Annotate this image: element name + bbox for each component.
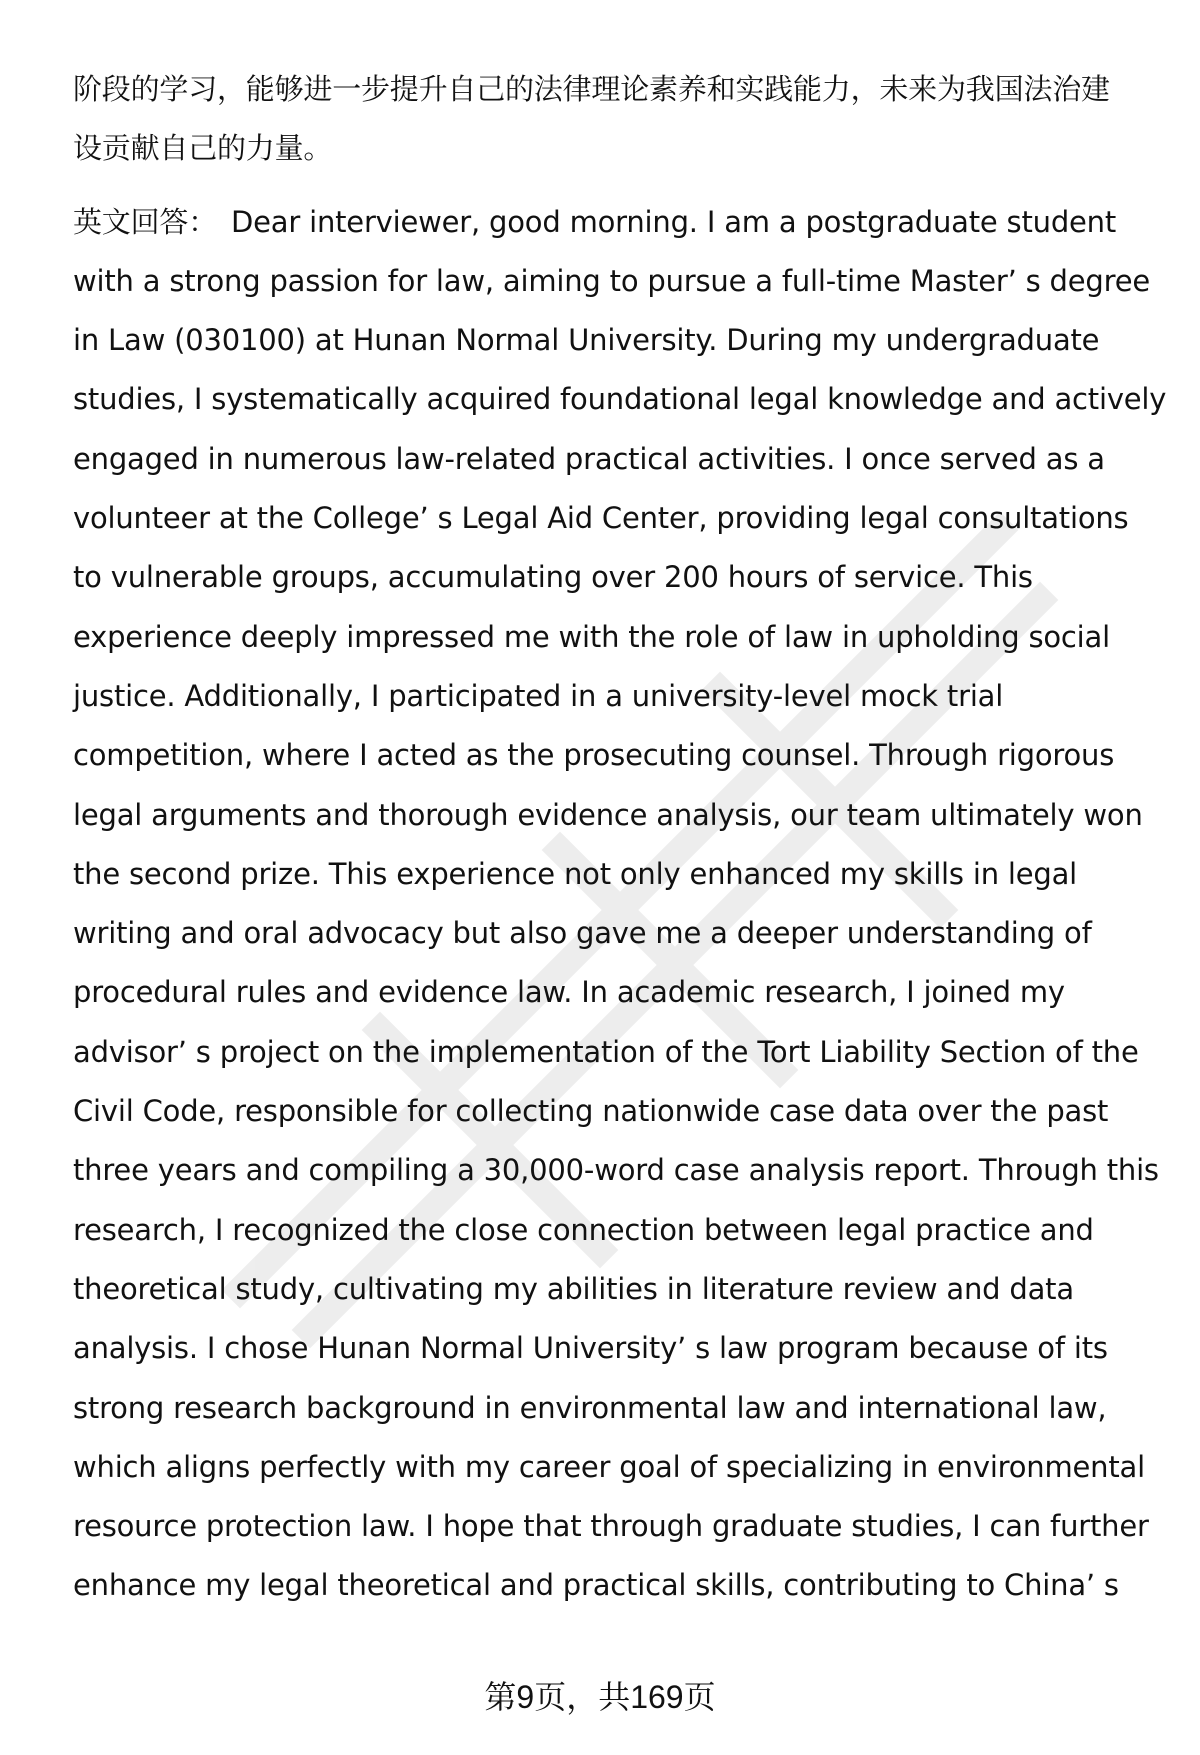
text-line: analysis. I chose Hunan Normal University’ s law program because of its bbox=[73, 1331, 1108, 1366]
english-answer-paragraph bbox=[73, 193, 1167, 1616]
text-line: the second prize. This experience not only enhanced my skills in legal bbox=[73, 856, 1078, 891]
text-line: theoretical study, cultivating my abilities in literature review and data bbox=[73, 1271, 1074, 1306]
text-line: which aligns perfectly with my career goal of specializing in environmental bbox=[73, 1449, 1145, 1484]
text-line: strong research background in environmental law and international law, bbox=[73, 1390, 1107, 1425]
text-line: legal arguments and thorough evidence analysis, our team ultimately won bbox=[73, 797, 1143, 832]
continuation-paragraph bbox=[73, 60, 1163, 179]
text-line: in Law (030100) at Hunan Normal University. During my undergraduate bbox=[73, 323, 1100, 358]
text-line: resource protection law. I hope that through graduate studies, I can further bbox=[73, 1509, 1149, 1544]
text-line: procedural rules and evidence law. In academic research, I joined my bbox=[73, 975, 1065, 1010]
text-line: with a strong passion for law, aiming to pursue a full-time Master’ s degree bbox=[73, 263, 1150, 298]
text-line: writing and oral advocacy but also gave me a deeper understanding of bbox=[73, 916, 1092, 951]
text-line: three years and compiling a 30,000-word case analysis report. Through this bbox=[73, 1153, 1159, 1188]
text-line: studies, I systematically acquired foundational legal knowledge and actively bbox=[73, 382, 1167, 417]
text-line: justice. Additionally, I participated in a university-level mock trial bbox=[73, 678, 1004, 713]
text-line: to vulnerable groups, accumulating over 200 hours of service. This bbox=[73, 560, 1033, 595]
text-line: competition, where I acted as the prosecuting counsel. Through rigorous bbox=[73, 738, 1115, 773]
text-line: experience deeply impressed me with the role of law in upholding social bbox=[73, 619, 1110, 654]
text-line: research, I recognized the close connection between legal practice and bbox=[73, 1212, 1094, 1247]
text-line bbox=[73, 193, 1163, 252]
text-line: advisor’ s project on the implementation of the Tort Liability Section of the bbox=[73, 1034, 1139, 1069]
text-line: volunteer at the College’ s Legal Aid Center, providing legal consultations bbox=[73, 501, 1129, 536]
text-line: 设贡献自己的力量。 bbox=[73, 131, 333, 166]
document-body bbox=[73, 60, 1167, 1616]
text-line: enhance my legal theoretical and practical skills, contributing to China’ s bbox=[73, 1568, 1119, 1603]
text-line-content: Dear interviewer, good morning. I am a postgraduate student bbox=[231, 204, 1117, 239]
page-indicator: 第9页，共169页 bbox=[484, 1679, 716, 1715]
english-answer-label: 英文回答： bbox=[73, 204, 218, 239]
text-line: Civil Code, responsible for collecting nationwide case data over the past bbox=[73, 1094, 1109, 1129]
text-line: 阶段的学习，能够进一步提升自己的法律理论素养和实践能力，未来为我国法治建 bbox=[73, 72, 1110, 106]
text-line: engaged in numerous law-related practical activities. I once served as a bbox=[73, 441, 1105, 476]
